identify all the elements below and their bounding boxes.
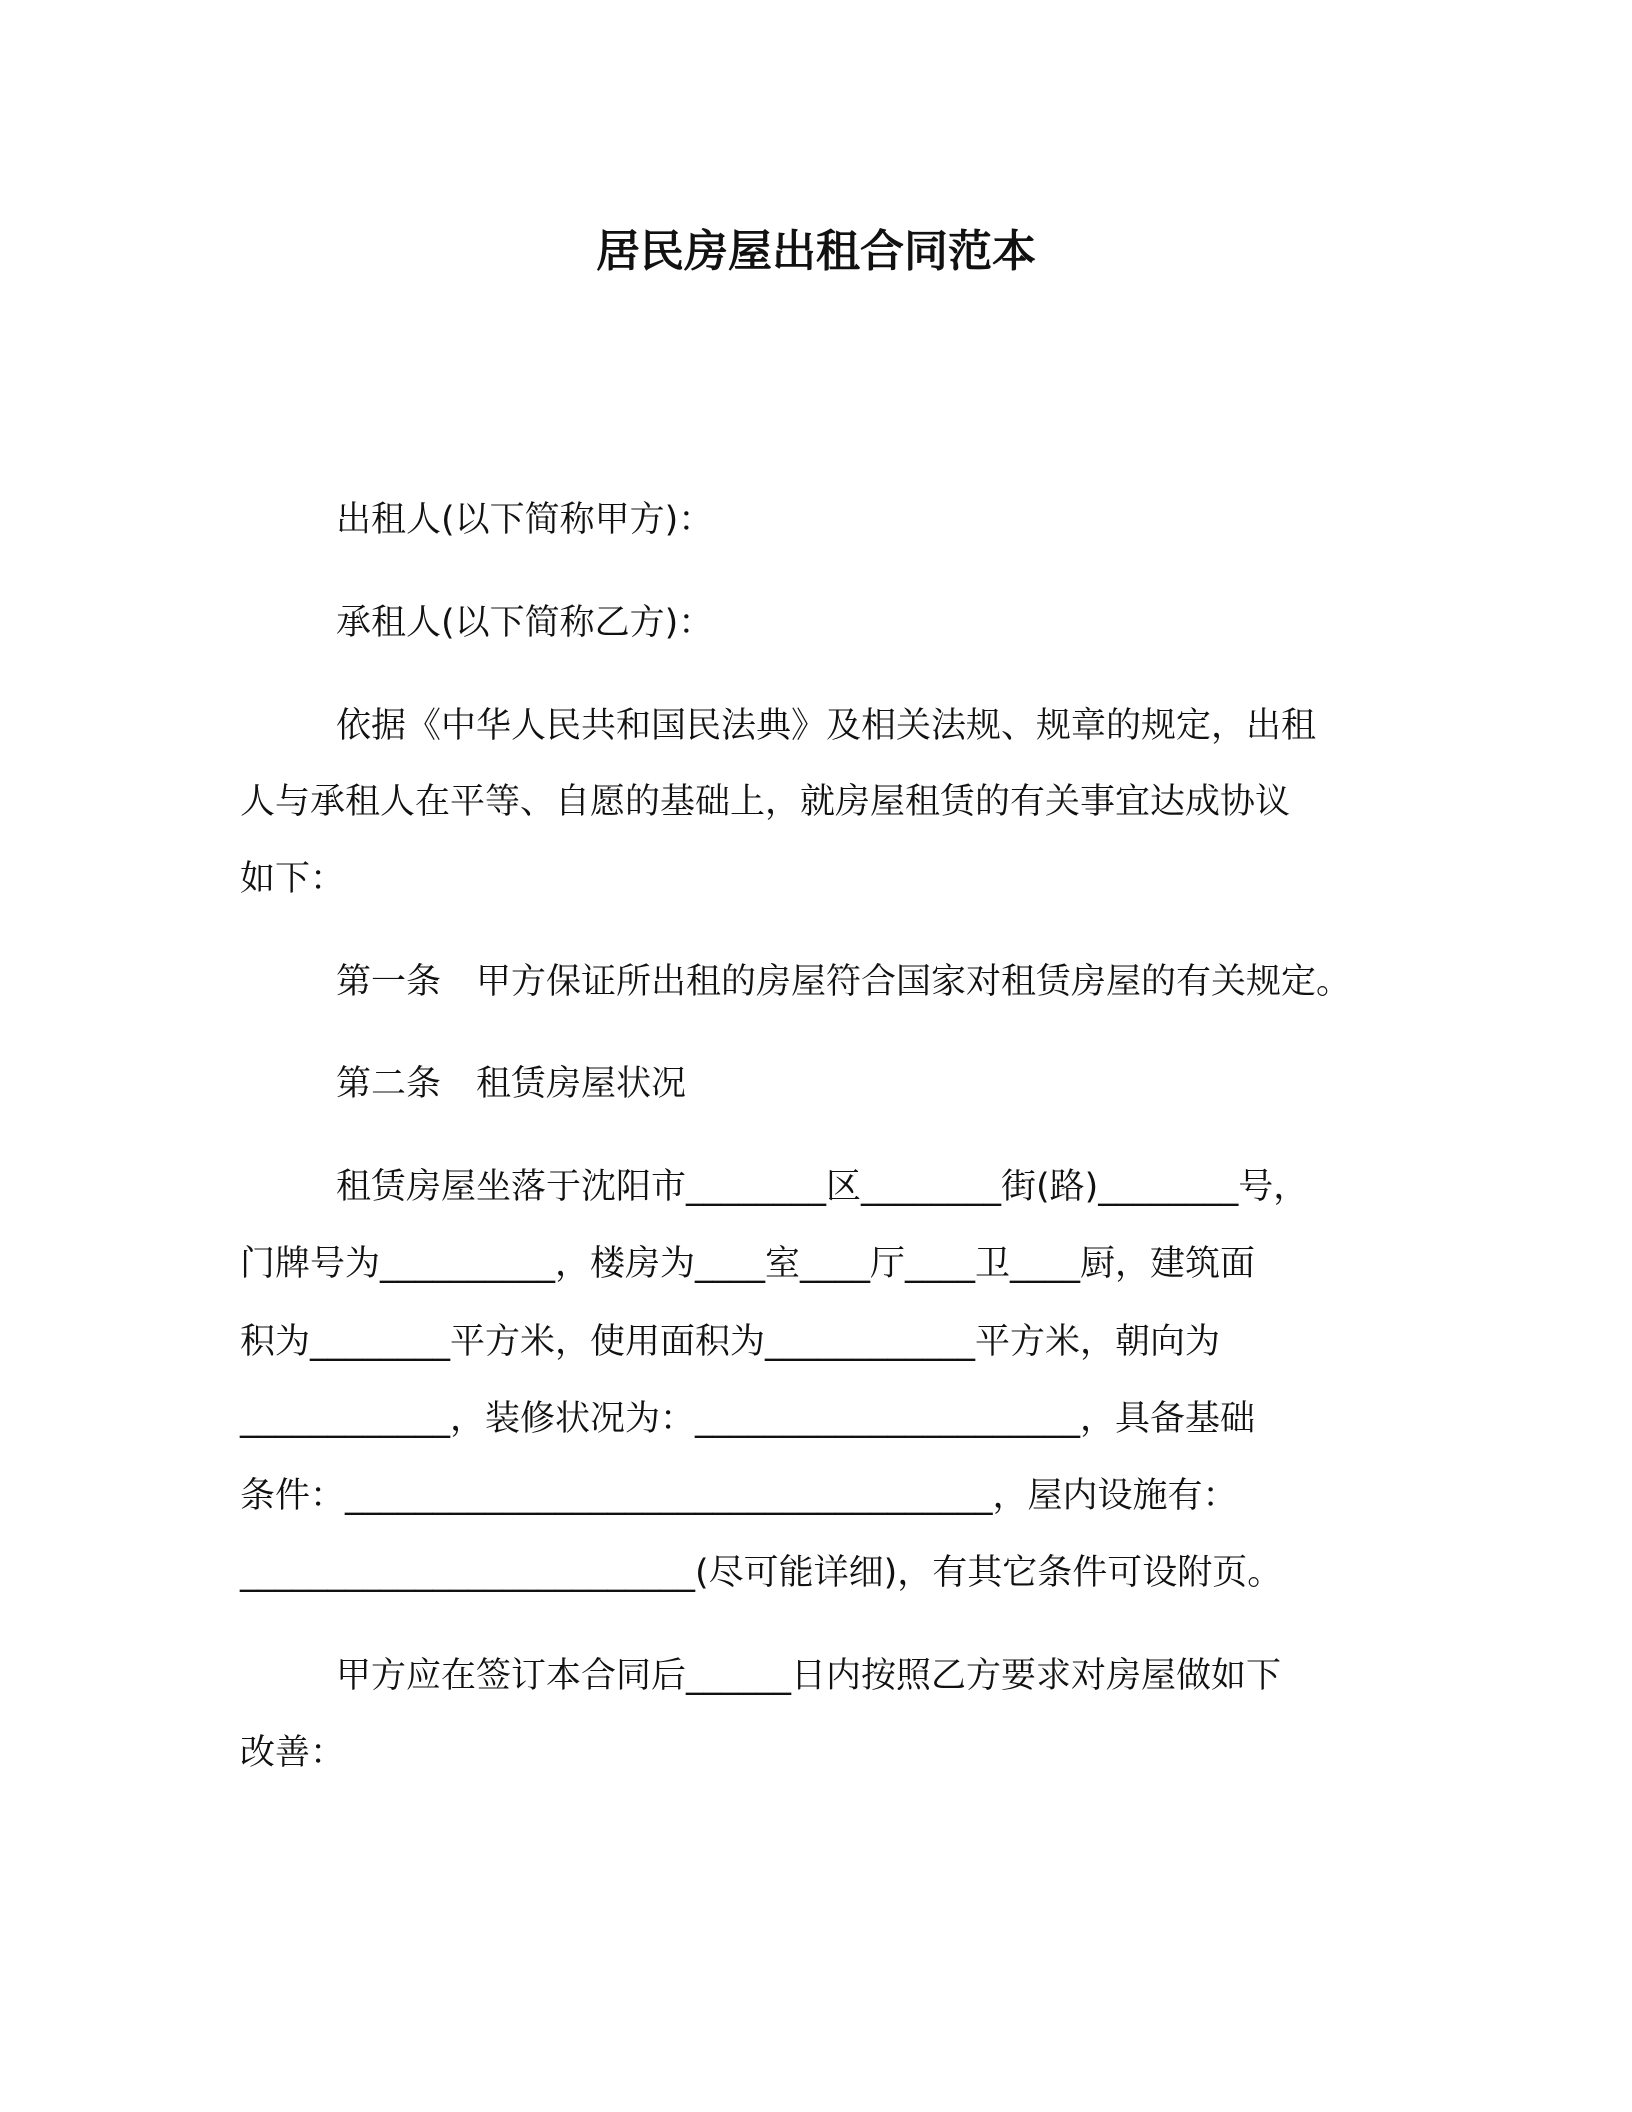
lessee-line: 承租人(以下简称乙方)： — [336, 603, 714, 643]
improvement-line-1: 甲方应在签订本合同后______日内按照乙方要求对房屋做如下 — [336, 1656, 1282, 1696]
article-2-line-6: __________________________(尽可能详细)，有其它条件可设附页。 — [240, 1553, 1283, 1593]
intro-line-2: 人与承租人在平等、自愿的基础上，就房屋租赁的有关事宜达成协议 — [240, 782, 1291, 822]
lessor-line: 出租人(以下简称甲方)： — [336, 500, 714, 540]
article-2-line-5: 条件：_____________________________________，屋内设施有： — [240, 1476, 1238, 1516]
intro-line-3: 如下： — [240, 859, 346, 899]
article-2-line-2: 门牌号为__________，楼房为____室____厅____卫____厨，建筑面 — [240, 1244, 1256, 1284]
document-title: 居民房屋出租合同范本 — [596, 226, 1036, 277]
article-2-line-4: ____________，装修状况为：______________________，具备基础 — [240, 1399, 1256, 1439]
article-2-heading: 第二条 租赁房屋状况 — [336, 1064, 687, 1104]
article-2-line-1: 租赁房屋坐落于沈阳市________区________街(路)________号， — [336, 1167, 1309, 1207]
article-2-line-3: 积为________平方米，使用面积为____________平方米，朝向为 — [240, 1322, 1221, 1362]
improvement-line-2: 改善： — [240, 1733, 346, 1773]
article-1: 第一条 甲方保证所出租的房屋符合国家对租赁房屋的有关规定。 — [336, 962, 1352, 1002]
intro-line-1: 依据《中华人民共和国民法典》及相关法规、规章的规定，出租 — [336, 706, 1317, 746]
